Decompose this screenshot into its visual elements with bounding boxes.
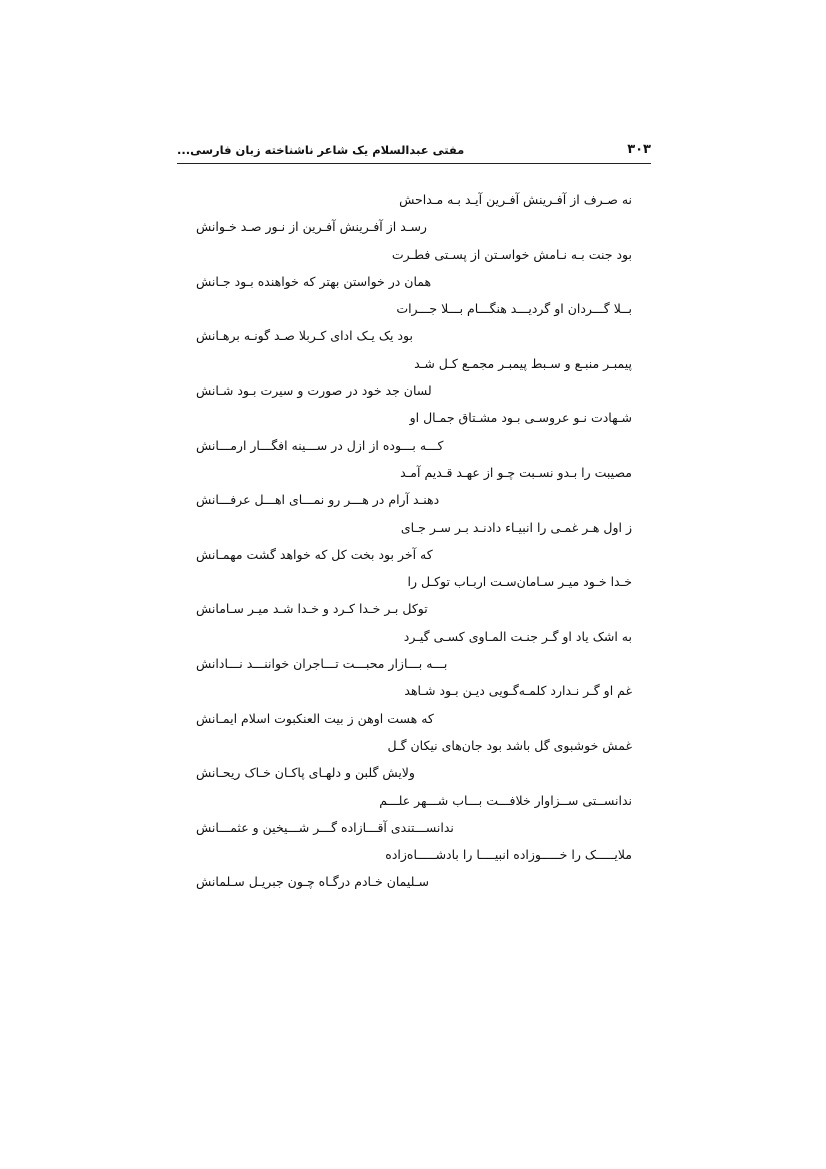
couplet	[196, 568, 632, 623]
running-title: مفتی عبدالسلام یک شاعر ناشناخته زبان فارسی...	[177, 143, 465, 157]
first-hemistich: بود جنت بـه نـامش خواسـتن از پسـتی فطـرت	[391, 246, 632, 262]
first-hemistich: ندانســتی ســزاوار خلافـــت بـــاب شـــهر علـــم	[379, 792, 632, 808]
page-number: ۳۰۳	[627, 142, 651, 157]
first-hemistich: غم او گـر نـدارد کلمـه‌گـویی دیـن بـود شـاهد	[404, 683, 632, 699]
couplet	[196, 350, 632, 405]
page-header	[177, 140, 651, 164]
first-hemistich: ملایـــــک را خـــــوزاده انبیــــا را بادشـــــاه‌زاده	[385, 847, 632, 863]
first-hemistich: غمش خوشبوی گل باشد بود جان‌های نیکان گـل	[387, 737, 632, 753]
second-hemistich: که آخر بود بخت کل که خواهد گشت مهمـانش	[196, 546, 433, 562]
first-hemistich: نه صـرف از آفـرینش آفـرین آیـد بـه مـداحش	[399, 192, 632, 207]
couplet	[196, 514, 632, 569]
couplet	[196, 295, 632, 350]
couplet	[196, 241, 632, 296]
first-hemistich: خـدا خـود میـر سـامان‌سـت اربـاب توکـل را	[407, 574, 632, 590]
couplet	[196, 459, 632, 514]
couplet	[196, 787, 632, 842]
second-hemistich: کـــه بـــوده از ازل در ســـینه افگـــار ارمـــانش	[196, 437, 444, 453]
couplet	[196, 404, 632, 459]
second-hemistich: ندانســـتندی آقـــازاده گـــر شـــیخین و عثمـــانش	[196, 819, 454, 835]
couplet	[196, 732, 632, 787]
second-hemistich: لسان جد خود در صورت و سیرت بـود شـانش	[196, 383, 432, 399]
couplet	[196, 841, 632, 896]
second-hemistich: توکل بـر خـدا کـرد و خـدا شـد میـر سـامانش	[196, 601, 428, 617]
first-hemistich: شـهادت نـو عروسـی بـود مشـتاق جمـال او	[409, 410, 632, 426]
second-hemistich: که هست اوهن ز بیت العنکبوت اسلام ایمـانش	[196, 710, 434, 726]
second-hemistich: بود یک یـک ادای کـربلا صـد گونـه برهـانش	[196, 328, 413, 344]
first-hemistich: به اشک یاد او گـر جنـت المـاوی کسـی گیـرد	[403, 628, 632, 644]
poem	[196, 186, 632, 896]
second-hemistich: سـلیمان خـادم درگـاه چـون جبریـل سـلمانش	[196, 874, 429, 890]
first-hemistich: مصیبت را بـدو نسـبت چـو از عهـد قـدیم آمـد	[400, 464, 632, 480]
first-hemistich: بــلا گـــردان او گردیـــد هنگـــام بـــلا جـــرات	[396, 301, 632, 317]
second-hemistich: بـــه بـــازار محبـــت تـــاجران خواننـــد نـــادانش	[196, 656, 448, 672]
first-hemistich: ز اول هـر غمـی را انبیـاء دادنـد بـر سـر جـای	[400, 519, 632, 535]
first-hemistich: پیمبـر منبـع و سـبط پیمبـر مجمـع کـل شـد	[414, 355, 632, 371]
couplet	[196, 677, 632, 732]
couplet	[196, 623, 632, 678]
header-rule	[177, 163, 651, 164]
second-hemistich: رسـد از آفـرینش آفـرین از نـور صـد خـوانش	[196, 219, 427, 235]
second-hemistich: دهنـد آرام در هـــر رو نمـــای اهـــل عرفـــانش	[196, 492, 440, 508]
second-hemistich: همان در خواستن بهتر که خواهنده بـود جـانش	[196, 273, 432, 289]
second-hemistich: ولایش گلبن و دلهـای پاکـان خـاک ریحـانش	[196, 765, 415, 781]
couplet	[196, 186, 632, 241]
